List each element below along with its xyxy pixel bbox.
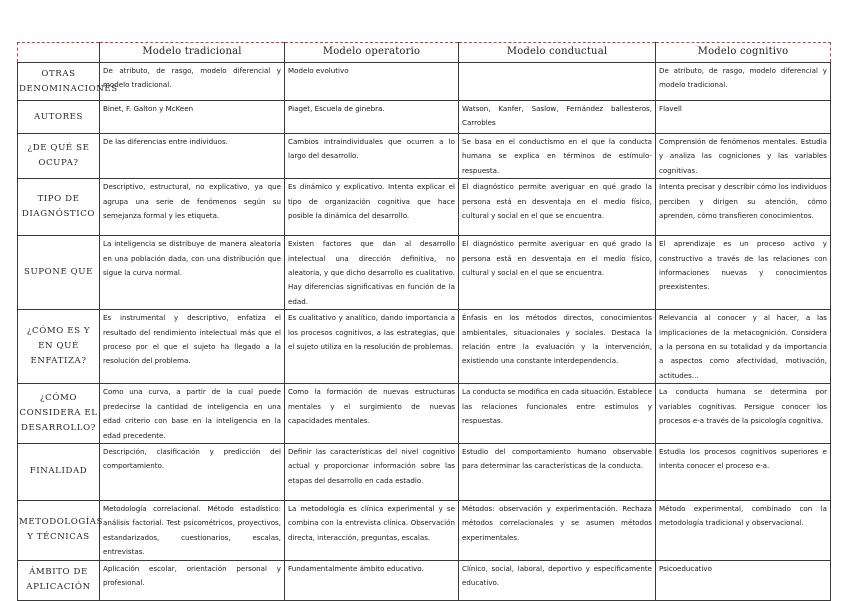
cell-conductual: El diagnóstico permite averiguar en qué grado la persona está en desventaja en el medio físico, cultural y social en el que se encuentra. [459, 236, 656, 310]
header-modelo-operatorio: Modelo operatorio [285, 43, 459, 63]
row-tipo-de-diagnostico [18, 179, 831, 236]
row-label: SUPONE QUE [18, 236, 100, 310]
row-de-que-se-ocupa [18, 134, 831, 179]
cell-conductual: El diagnóstico permite averiguar en qué grado la persona está en desventaja en el medio físico, cultural y social en el que se encuentra. [459, 179, 656, 236]
cell-cognitivo: Flavell [656, 101, 831, 134]
cell-cognitivo: El aprendizaje es un proceso activo y constructivo a través de las relaciones con informaciones nuevas y conocimientos preexistentes. [656, 236, 831, 310]
row-label: FINALIDAD [18, 443, 100, 500]
cell-operatorio: Existen factores que dan al desarrollo intelectual una dirección definitiva, no aleatoria, y que dicho desarrollo es cualitativo. Hay diferencias significativas en función de la edad. [285, 236, 459, 310]
cell-tradicional: Binet, F. Galton y McKeen [100, 101, 285, 134]
cell-conductual: Énfasis en los métodos directos, conocimientos ambientales, situacionales y sociales. Destaca la relación entre la evaluación y la intervención, existiendo una constante interdependencia. [459, 310, 656, 384]
cell-operatorio: Es cualitativo y analítico, dando importancia a los procesos cognitivos, a las estrategias, que el sujeto utiliza en la resolución de problemas. [285, 310, 459, 384]
row-label: AUTORES [18, 101, 100, 134]
cell-tradicional: De las diferencias entre individuos. [100, 134, 285, 179]
cell-operatorio: Cambios intraindividuales que ocurren a lo largo del desarrollo. [285, 134, 459, 179]
row-como-es-y-en-que-enfatiza [18, 310, 831, 384]
header-row [18, 43, 831, 63]
row-label: OTRAS DENOMINACIONES [18, 63, 100, 101]
row-supone-que [18, 236, 831, 310]
row-finalidad [18, 443, 831, 500]
cell-operatorio: Modelo evolutivo [285, 63, 459, 101]
cell-operatorio: Como la formación de nuevas estructuras mentales y el surgimiento de nuevas capacidades mentales. [285, 384, 459, 444]
cell-conductual: Estudio del comportamiento humano observable para determinar las características de la conducta. [459, 443, 656, 500]
cell-tradicional: Aplicación escolar, orientación personal y profesional. [100, 560, 285, 600]
header-modelo-cognitivo: Modelo cognitivo [656, 43, 831, 63]
cell-operatorio: Es dinámico y explicativo. Intenta explicar el tipo de organización cognitiva que hace posible la dinámica del desarrollo. [285, 179, 459, 236]
cell-conductual: La conducta se modifica en cada situación. Establece las relaciones funcionales entre estímulos y respuestas. [459, 384, 656, 444]
cell-conductual: Watson, Kanfer, Saslow, Fernández ballesteros, Carrobles [459, 101, 656, 134]
cell-cognitivo: De atributo, de rasgo, modelo diferencial y modelo tradicional. [656, 63, 831, 101]
row-label: ¿DE QUÉ SE OCUPA? [18, 134, 100, 179]
cell-conductual: Métodos: observación y experimentación. Rechaza métodos correlacionales y se asumen métodos experimentales. [459, 500, 656, 560]
row-label: TIPO DE DIAGNÓSTICO [18, 179, 100, 236]
cell-operatorio: Fundamentalmente ámbito educativo. [285, 560, 459, 600]
cell-cognitivo: Psicoeducativo [656, 560, 831, 600]
row-label: ÁMBITO DE APLICACIÓN [18, 560, 100, 600]
cell-tradicional: La inteligencia se distribuye de manera aleatoria en una población dada, con una distribución que sigue la curva normal. [100, 236, 285, 310]
row-metodologias-y-tecnicas [18, 500, 831, 560]
cell-conductual: Se basa en el conductismo en el que la conducta humana se explica en términos de estímulo-respuesta. [459, 134, 656, 179]
cell-tradicional: Descriptivo, estructural, no explicativo, ya que agrupa una serie de fenómenos según su semejanza formal y les etiqueta. [100, 179, 285, 236]
cell-tradicional: De atributo, de rasgo, modelo diferencial y modelo tradicional. [100, 63, 285, 101]
cell-cognitivo: La conducta humana se determina por variables cognitivas. Persigue conocer los procesos e-a través de la psicología cognitiva. [656, 384, 831, 444]
cell-cognitivo: Método experimental, combinado con la metodología tradicional y observacional. [656, 500, 831, 560]
cell-tradicional: Como una curva, a partir de la cual puede predecirse la cantidad de inteligencia en una edad criterio con base en la inteligencia en la edad precedente. [100, 384, 285, 444]
row-autores [18, 101, 831, 134]
row-otras-denominaciones [18, 63, 831, 101]
cell-tradicional: Metodología correlacional. Método estadístico: análisis factorial. Test psicométricos, proyectivos, estandarizados, cuestionarios, escalas, entrevistas. [100, 500, 285, 560]
comparison-table [17, 42, 831, 601]
row-label: METODOLOGÍAS Y TÉCNICAS [18, 500, 100, 560]
comparison-table-sheet [17, 42, 830, 601]
cell-conductual: Clínico, social, laboral, deportivo y específicamente educativo. [459, 560, 656, 600]
cell-conductual [459, 63, 656, 101]
header-modelo-tradicional: Modelo tradicional [100, 43, 285, 63]
cell-cognitivo: Relevancia al conocer y al hacer, a las implicaciones de la metacognición. Considera a la persona en su totalidad y da importancia a aspectos como afectividad, motivación, actitudes... [656, 310, 831, 384]
header-corner [18, 43, 100, 63]
cell-operatorio: La metodología es clínica experimental y se combina con la entrevista clínica. Observación directa, interacción, preguntas, escalas. [285, 500, 459, 560]
cell-tradicional: Descripción, clasificación y predicción del comportamiento. [100, 443, 285, 500]
row-como-considera-el-desarrollo [18, 384, 831, 444]
row-label: ¿CÓMO ES Y EN QUÉ ENFATIZA? [18, 310, 100, 384]
cell-cognitivo: Comprensión de fenómenos mentales. Estudia y analiza las cogniciones y las variables cognitivas. [656, 134, 831, 179]
row-ambito-de-aplicacion [18, 560, 831, 600]
cell-cognitivo: Intenta precisar y describir cómo los individuos perciben y dirigen su atención, cómo aprenden, cómo transfieren conocimientos. [656, 179, 831, 236]
cell-operatorio: Piaget, Escuela de ginebra. [285, 101, 459, 134]
cell-tradicional: Es instrumental y descriptivo, enfatiza el resultado del rendimiento intelectual más que el proceso por el que el sujeto ha llegado a la resolución del problema. [100, 310, 285, 384]
row-label: ¿CÓMO CONSIDERA EL DESARROLLO? [18, 384, 100, 444]
header-modelo-conductual: Modelo conductual [459, 43, 656, 63]
cell-operatorio: Definir las características del nivel cognitivo actual y proporcionar información sobre las etapas del desarrollo en cada estadio. [285, 443, 459, 500]
cell-cognitivo: Estudia los procesos cognitivos superiores e intenta conocer el proceso e-a. [656, 443, 831, 500]
